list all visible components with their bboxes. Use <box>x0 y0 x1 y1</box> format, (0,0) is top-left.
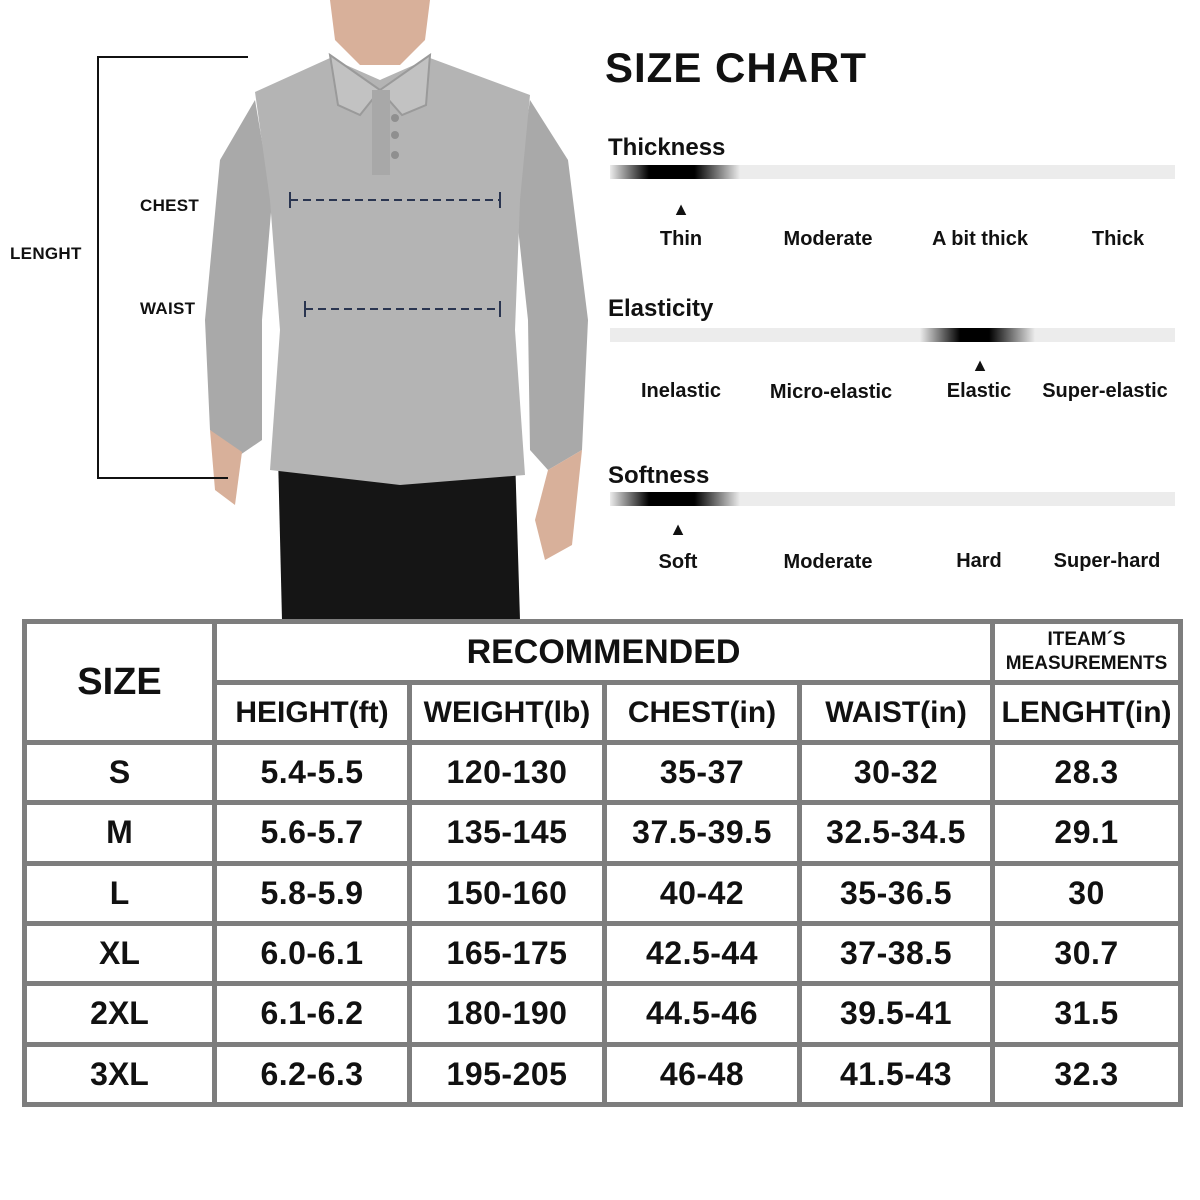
weight-cell: 135-145 <box>410 803 605 863</box>
model-neck <box>330 0 430 65</box>
weight-column-header: WEIGHT(lb) <box>410 683 605 743</box>
thickness-option: Moderate <box>783 228 873 250</box>
weight-cell: 195-205 <box>410 1044 605 1104</box>
waist-cell: 32.5-34.5 <box>800 803 993 863</box>
softness-option: Moderate <box>783 551 873 573</box>
softness-option: Soft <box>658 551 698 573</box>
elasticity-marker-icon: ▲ <box>971 355 989 375</box>
chest-cell: 42.5-44 <box>605 923 800 983</box>
item-header-line: MEASUREMENTS <box>1005 653 1168 674</box>
elasticity-option: Super-elastic <box>1042 380 1168 402</box>
waist-cell: 37-38.5 <box>800 923 993 983</box>
elasticity-option: Elastic <box>946 380 1012 402</box>
thickness-option: A bit thick <box>932 228 1028 250</box>
softness-bar-highlight <box>610 492 740 506</box>
weight-cell: 150-160 <box>410 863 605 923</box>
chest-cell: 35-37 <box>605 743 800 803</box>
chest-cell: 37.5-39.5 <box>605 803 800 863</box>
height-column-header: HEIGHT(ft) <box>215 683 410 743</box>
elasticity-bar-highlight <box>920 328 1035 342</box>
length-cell: 30.7 <box>993 923 1181 983</box>
thickness-marker-icon: ▲ <box>672 199 690 219</box>
elasticity-option: Micro-elastic <box>769 381 893 403</box>
size-table <box>22 619 1183 1107</box>
polo-shirt-illustration <box>0 0 600 620</box>
shirt-button <box>391 151 399 159</box>
elasticity-bar <box>610 328 1175 342</box>
table-row <box>25 863 1181 923</box>
length-cell: 31.5 <box>993 984 1181 1044</box>
thickness-title: Thickness <box>608 134 726 161</box>
thickness-bar-highlight <box>610 165 740 179</box>
shirt-button <box>391 114 399 122</box>
chest-cell: 44.5-46 <box>605 984 800 1044</box>
size-cell: 3XL <box>25 1044 215 1104</box>
softness-option: Super-hard <box>1053 550 1161 572</box>
length-cell: 28.3 <box>993 743 1181 803</box>
shirt-placket <box>372 90 390 175</box>
height-cell: 5.4-5.5 <box>215 743 410 803</box>
thickness-option: Thin <box>659 228 703 250</box>
waist-cell: 39.5-41 <box>800 984 993 1044</box>
size-cell: L <box>25 863 215 923</box>
size-chart-title: SIZE CHART <box>605 44 867 91</box>
chest-cell: 46-48 <box>605 1044 800 1104</box>
item-header-line: ITEAM´S <box>1047 629 1126 650</box>
table-row <box>25 1044 1181 1104</box>
recommended-header: RECOMMENDED <box>215 622 993 683</box>
chest-cell: 40-42 <box>605 863 800 923</box>
length-cell: 30 <box>993 863 1181 923</box>
chest-column-header: CHEST(in) <box>605 683 800 743</box>
thickness-option: Thick <box>1091 228 1145 250</box>
softness-marker-icon: ▲ <box>669 519 687 539</box>
left-sleeve <box>205 100 272 455</box>
waist-cell: 41.5-43 <box>800 1044 993 1104</box>
table-row <box>25 743 1181 803</box>
height-cell: 6.2-6.3 <box>215 1044 410 1104</box>
right-hand <box>535 450 582 560</box>
length-cell: 29.1 <box>993 803 1181 863</box>
model-figure <box>0 0 600 620</box>
height-cell: 5.6-5.7 <box>215 803 410 863</box>
weight-cell: 120-130 <box>410 743 605 803</box>
softness-option: Hard <box>956 550 1002 572</box>
weight-cell: 180-190 <box>410 984 605 1044</box>
item-measurements-header <box>993 622 1181 683</box>
length-label: LENGHT <box>10 244 82 263</box>
thickness-bar <box>610 165 1175 179</box>
waist-column-header: WAIST(in) <box>800 683 993 743</box>
height-cell: 5.8-5.9 <box>215 863 410 923</box>
elasticity-title: Elasticity <box>608 295 714 322</box>
right-sleeve <box>515 100 588 470</box>
softness-bar <box>610 492 1175 506</box>
waist-cell: 30-32 <box>800 743 993 803</box>
size-cell: XL <box>25 923 215 983</box>
table-row <box>25 803 1181 863</box>
length-column-header: LENGHT(in) <box>993 683 1181 743</box>
height-cell: 6.1-6.2 <box>215 984 410 1044</box>
weight-cell: 165-175 <box>410 923 605 983</box>
table-row <box>25 984 1181 1044</box>
chest-label: CHEST <box>140 196 200 215</box>
softness-title: Softness <box>608 462 710 489</box>
height-cell: 6.0-6.1 <box>215 923 410 983</box>
size-cell: M <box>25 803 215 863</box>
table-row <box>25 923 1181 983</box>
waist-label: WAIST <box>140 299 196 318</box>
size-cell: S <box>25 743 215 803</box>
size-column-header: SIZE <box>25 622 215 743</box>
shirt-button <box>391 131 399 139</box>
shirt-body <box>255 58 530 485</box>
size-cell: 2XL <box>25 984 215 1044</box>
waist-cell: 35-36.5 <box>800 863 993 923</box>
length-cell: 32.3 <box>993 1044 1181 1104</box>
elasticity-option: Inelastic <box>640 380 722 402</box>
